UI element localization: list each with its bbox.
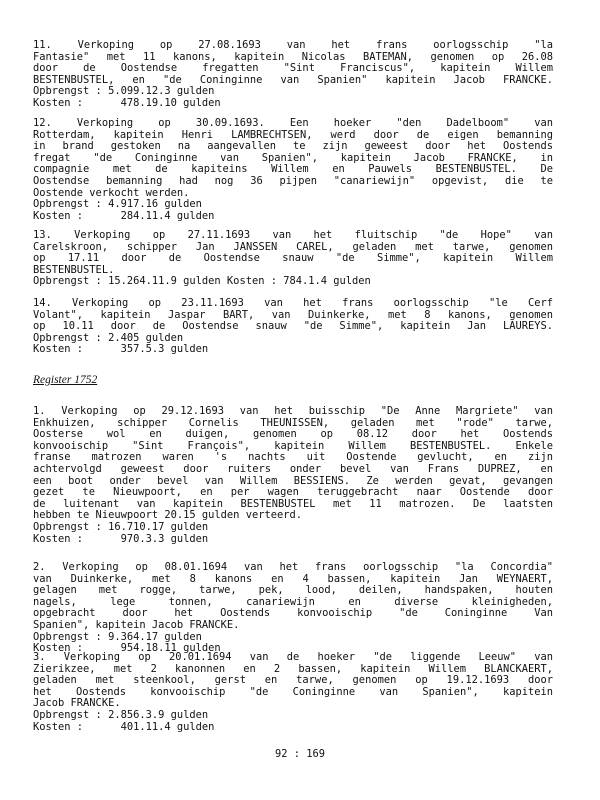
proceeds-line: Opbrengst : 5.099.12.3 gulden (33, 86, 215, 98)
text-line: op 10.11 door de Oostendse snauw "de Simme", kapitein Jan LAUREYS. (33, 321, 553, 333)
proceeds-line: Opbrengst : 2.856.3.9 gulden (33, 709, 209, 721)
text-line: gelagen met rogge, tarwe, pek, lood, deilen, handspaken, houten (33, 585, 553, 597)
text-line: compagnie met de kapiteins Willem en Pauwels BESTENBUSTEL. De (33, 164, 553, 176)
text-line: Spanien", kapitein Jacob FRANCKE. (33, 619, 240, 631)
text-line: 1. Verkoping op 29.12.1693 van het buisschip "De Anne Margriete" van (33, 406, 553, 417)
text-line: konvooischip "Sint François", kapitein Willem BESTENBUSTEL. Enkele (33, 440, 553, 452)
text-line: franse matrozen waren 's nachts uit Oostende gevlucht, en zijn (33, 452, 553, 464)
costs-line: Kosten : 401.11.4 gulden (33, 721, 215, 733)
text-line: Jacob FRANCKE. (33, 698, 121, 710)
costs-line: Kosten : 954.18.11 gulden (33, 643, 221, 655)
text-line: Oostende verkocht werden. (33, 187, 190, 199)
sale-entry-14 (33, 298, 553, 356)
text-line: nagels, lege tonnen, canariewijn en diverse kleinigheden, (33, 596, 553, 608)
register-heading-block (33, 374, 553, 387)
text-line: 3. Verkoping op 20.01.1694 van de hoeker "de liggende Leeuw" van (33, 652, 553, 663)
costs-line: Kosten : 478.19.10 gulden (33, 97, 221, 109)
proceeds-line: Opbrengst : 2.405 gulden (33, 332, 184, 344)
text-line: Rotterdam, kapitein Henri LAMBRECHTSEN, werd door de eigen bemanning (33, 129, 553, 141)
text-line: opgebracht door het Oostends konvooischip "de Coninginne Van (33, 608, 553, 620)
text-line: door de Oostendse fregatten "Sint Franciscus", kapitein Willem (33, 63, 553, 75)
text-line: een boot onder bevel van Willem BESSIENS. Ze werden gevat, gevangen (33, 475, 553, 487)
text-line: gezet te Nieuwpoort, en per wagen teruggebracht naar Oostende door (33, 487, 553, 499)
page-number: 92 : 169 (274, 748, 326, 760)
text-line: geladen met steenkool, gerst en tarwe, genomen op 19.12.1693 door (33, 675, 553, 687)
text-line: 11. Verkoping op 27.08.1693 van het frans oorlogsschip "la (33, 40, 553, 51)
proceeds-costs-line: Opbrengst : 15.264.11.9 gulden Kosten : 784.1.4 gulden (33, 276, 371, 288)
costs-line: Kosten : 357.5.3 gulden (33, 344, 209, 356)
text-line: Carelskroon, schipper Jan JANSSEN CAREL, geladen met tarwe, genomen (33, 241, 553, 253)
text-line: BESTENBUSTEL, en "de Coninginne van Spanien" kapitein Jacob FRANCKE. (33, 74, 553, 86)
text-line: achtervolgd geweest door ruiters onder bevel van Frans DUPREZ, en (33, 463, 553, 475)
text-line: Zierikzee, met 2 kanonnen en 2 bassen, kapitein Willem BLANCKAERT, (33, 663, 553, 675)
text-line: Volant", kapitein Jaspar BART, van Duinkerke, met 8 kanons, genomen (33, 309, 553, 321)
text-line: van Duinkerke, met 8 kanons en 4 bassen, kapitein Jan WEYNAERT, (33, 573, 553, 585)
text-line: fregat "de Coninginne van Spanien", kapitein Jacob FRANCKE, in (33, 152, 553, 164)
text-line: Fantasie" met 11 kanons, kapitein Nicolas BATEMAN, genomen op 26.08 (33, 51, 553, 63)
text-line: het Oostends konvooischip "de Coninginne van Spanien", kapitein (33, 686, 553, 698)
text-line: op 17.11 door de Oostendse snauw "de Simme", kapitein Willem (33, 253, 553, 265)
proceeds-line: Opbrengst : 16.710.17 gulden (33, 521, 209, 533)
text-line: in brand gestoken na aangevallen te zijn geweest door het Oostends (33, 141, 553, 153)
text-line: Oostendse bemanning had nog 36 pijpen "canariewijn" opgevist, die te (33, 175, 553, 187)
costs-line: Kosten : 284.11.4 gulden (33, 210, 215, 222)
register-entry-3 (33, 652, 553, 733)
text-line: 13. Verkoping op 27.11.1693 van het fluitschip "de Hope" van (33, 230, 553, 241)
proceeds-line: Opbrengst : 4.917.16 gulden (33, 199, 202, 211)
text-line: Oosterse wol en duigen, genomen op 08.12 door het Oostends (33, 429, 553, 441)
text-line: hebben te Nieuwpoort 20.15 gulden verteerd. (33, 510, 302, 522)
text-line: BESTENBUSTEL. (33, 264, 115, 276)
text-line: 2. Verkoping op 08.01.1694 van het frans oorlogsschip "la Concordia" (33, 562, 553, 573)
register-entry-2 (33, 562, 553, 655)
sale-entry-12 (33, 118, 553, 222)
text-line: 14. Verkoping op 23.11.1693 van het frans oorlogsschip "le Cerf (33, 298, 553, 309)
text-line: de luitenant van kapitein BESTENBUSTEL met 11 matrozen. De laatsten (33, 498, 553, 510)
sale-entry-11 (33, 40, 553, 110)
register-entry-1 (33, 406, 553, 545)
costs-line: Kosten : 970.3.3 gulden (33, 533, 209, 545)
text-line: 12. Verkoping op 30.09.1693. Een hoeker "den Dadelboom" van (33, 118, 553, 129)
register-heading: Register 1752 (33, 374, 98, 386)
proceeds-line: Opbrengst : 9.364.17 gulden (33, 631, 202, 643)
text-line: Enkhuizen, schipper Cornelis THEUNISSEN, geladen met "rode" tarwe, (33, 417, 553, 429)
sale-entry-13 (33, 230, 553, 288)
